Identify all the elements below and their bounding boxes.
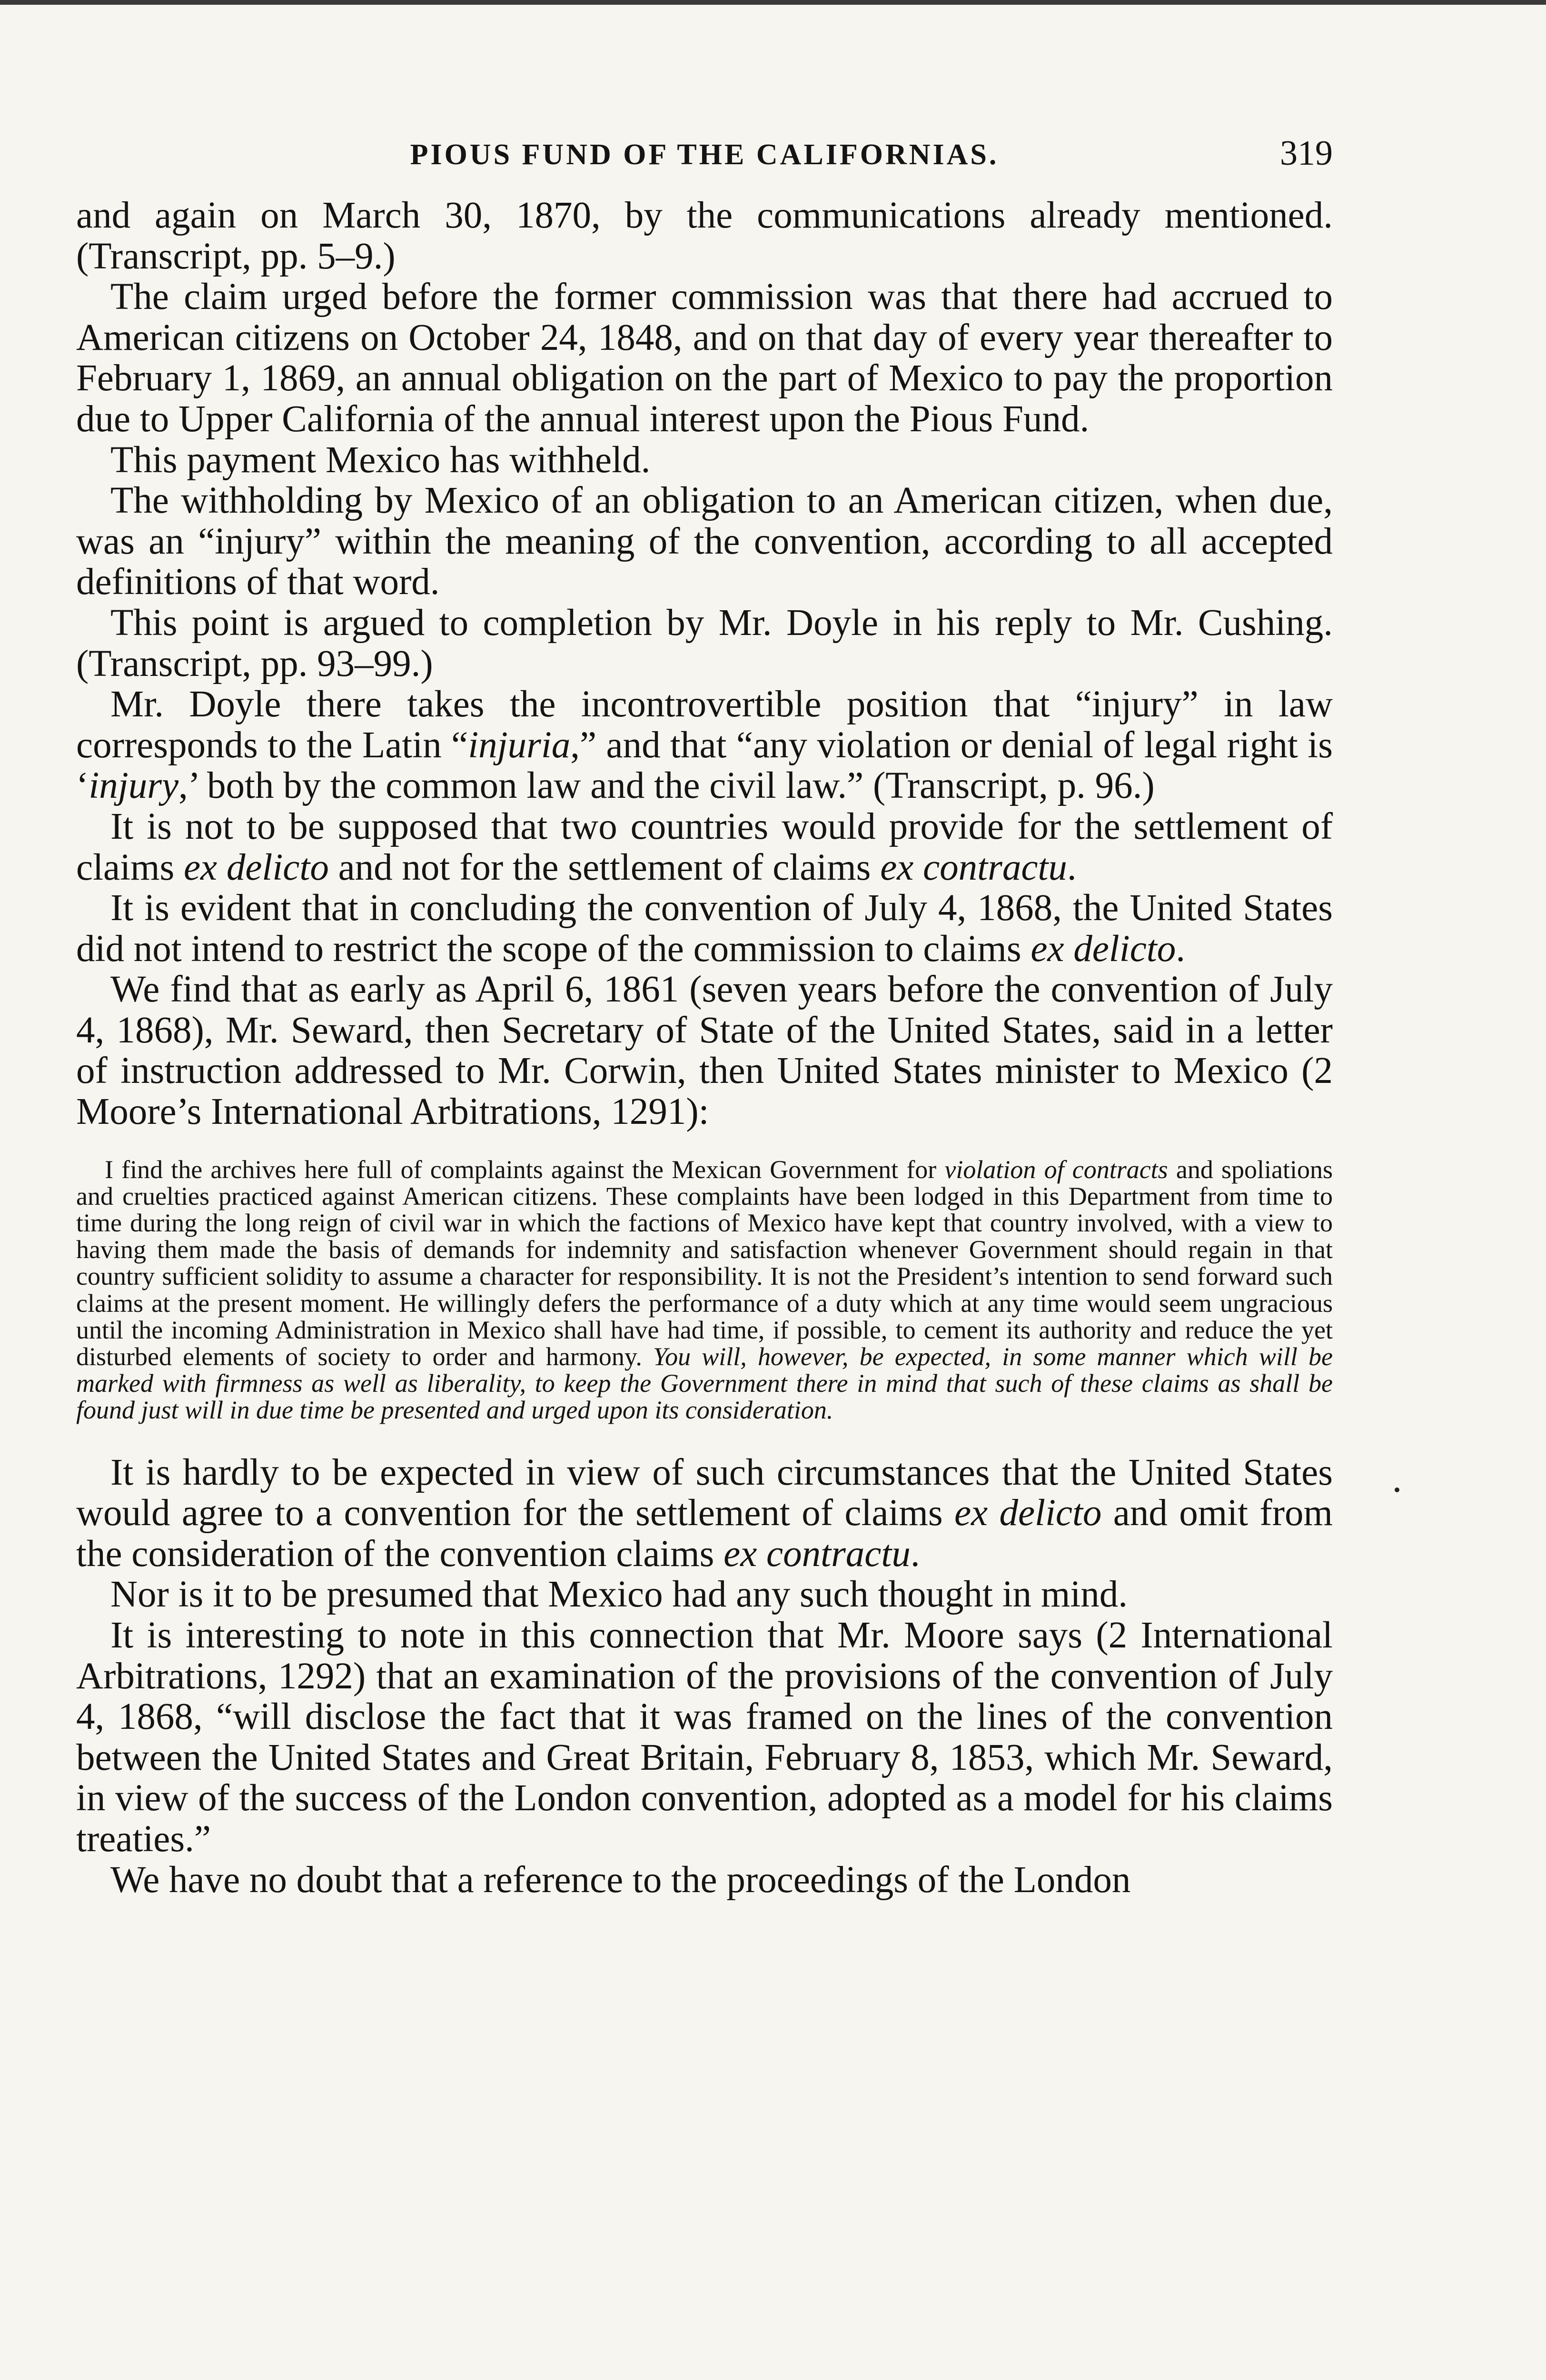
- paragraph-text: .: [910, 1533, 920, 1575]
- paragraph: [76, 277, 1333, 439]
- paragraph: [76, 969, 1333, 1132]
- paragraph: [76, 1452, 1333, 1575]
- paragraph: [76, 684, 1333, 806]
- paragraph: [76, 603, 1333, 684]
- paragraph-text: .: [1176, 928, 1185, 970]
- page-number: 319: [1280, 134, 1333, 173]
- quote-emphasis: violation of contracts: [944, 1155, 1168, 1184]
- block-quote: [76, 1156, 1333, 1424]
- paragraph: [76, 440, 1333, 481]
- quote-text: I find the archives here full of complaints against the Mexican Government for: [105, 1155, 945, 1184]
- paragraph-text: It is evident that in concluding the convention of July 4, 1868, the United States did not intend to restrict the scope of the commission to claims: [76, 887, 1333, 970]
- paragraph-text: It is not to be supposed that two countries would provide for the settlement of claims: [76, 805, 1333, 888]
- paragraph-text: It is hardly to be expected in view of such circumstances that the United States would agree to a convention for the settlement of claims: [76, 1451, 1333, 1534]
- latin-term: injuria: [468, 724, 571, 766]
- latin-term: ex delicto: [183, 846, 329, 888]
- body-before-quote: [76, 195, 1333, 1132]
- quote-emphasis: You will, however, be expected, in some manner which will be marked with firmness as well as liberality, to keep the Government there in mind that such of these claims as shall be found just will in due time be presented and urged upon its consideration.: [76, 1342, 1333, 1425]
- paragraph-text: ,” and that “any violation or denial of legal right is ‘: [76, 724, 1333, 807]
- paragraph-text: ,’ both by the common law and the civil law.” (Transcript, p. 96.): [178, 765, 1155, 807]
- paragraph: [76, 1574, 1333, 1615]
- latin-term: ex delicto: [954, 1492, 1102, 1534]
- paragraph: [76, 480, 1333, 603]
- paragraph-text: Nor is it to be presumed that Mexico had any such thought in mind.: [110, 1574, 1128, 1616]
- paragraph-text: This point is argued to completion by Mr. Doyle in his reply to Mr. Cushing. (Transcript, pp. 93–99.): [76, 602, 1333, 684]
- quote-text: and spoliations and cruelties practiced against American citizens. These complaints have been lodged in this Department from time to time during the long reign of civil war in which the factions of Mexico have kept that country involved, with a view to having them made the basis of demands for indemnity and satisfaction whenever Government should regain in that country sufficient solidity to assume a character for responsibility. It is not the President’s intention to send forward such claims at the present moment. He willingly defers the performance of a duty which at any time would seem ungracious until the incoming Administration in Mexico shall have had time, if possible, to cement its authority and reduce the yet disturbed elements of society to order and harmony.: [76, 1155, 1333, 1371]
- latin-term: injury: [89, 765, 179, 807]
- latin-term: ex delicto: [1031, 928, 1176, 970]
- paragraph-text: It is interesting to note in this connection that Mr. Moore says (2 International Arbitrations, 1292) that an examination of the provisions of the convention of July 4, 1868, “will disclose the fact that it was framed on the lines of the convention between the United States and Great Britain, February 8, 1853, which Mr. Seward, in view of the success of the London convention, adopted as a model for his claims treaties.”: [76, 1615, 1333, 1860]
- running-title: PIOUS FUND OF THE CALIFORNIAS.: [410, 139, 999, 171]
- paragraph-text: The withholding by Mexico of an obligation to an American citizen, when due, was an “injury” within the meaning of the convention, according to all accepted definitions of that word.: [76, 480, 1333, 603]
- paragraph-text: and not for the settlement of claims: [328, 846, 881, 888]
- paragraph: [76, 195, 1333, 277]
- paragraph-text: We have no doubt that a reference to the proceedings of the London: [110, 1859, 1131, 1901]
- paragraph-text: and omit from the consideration of the convention claims: [76, 1492, 1333, 1575]
- paragraph: [76, 1860, 1333, 1901]
- paragraph: [76, 806, 1333, 888]
- latin-term: ex contractu: [723, 1533, 911, 1575]
- margin-speck: [1395, 1488, 1399, 1492]
- paragraph-text: and again on March 30, 1870, by the communications already mentioned. (Transcript, pp. 5–9.): [76, 195, 1333, 277]
- paragraph: [76, 1615, 1333, 1860]
- page: [76, 124, 1333, 1900]
- body-after-quote: [76, 1452, 1333, 1901]
- paragraph-text: We find that as early as April 6, 1861 (seven years before the convention of July 4, 1868), Mr. Seward, then Secretary of State of the United States, said in a letter of instruction addressed to Mr. Corwin, then United States minister to Mexico (2 Moore’s International Arbitrations, 1291):: [76, 969, 1333, 1133]
- latin-term: ex contractu: [880, 846, 1067, 888]
- paragraph-text: This payment Mexico has withheld.: [110, 439, 651, 481]
- paragraph-text: Mr. Doyle there takes the incontrovertible position that “injury” in law corresponds to the Latin “: [76, 684, 1333, 766]
- quote-paragraph: [76, 1156, 1333, 1424]
- paragraph: [76, 888, 1333, 969]
- paragraph-text: .: [1067, 846, 1077, 888]
- page-header: [76, 124, 1333, 195]
- paragraph-text: The claim urged before the former commission was that there had accrued to American citizens on October 24, 1848, and on that day of every year thereafter to February 1, 1869, an annual obligation on the part of Mexico to pay the proportion due to Upper California of the annual interest upon the Pious Fund.: [76, 276, 1333, 440]
- top-edge-rule: [0, 0, 1546, 5]
